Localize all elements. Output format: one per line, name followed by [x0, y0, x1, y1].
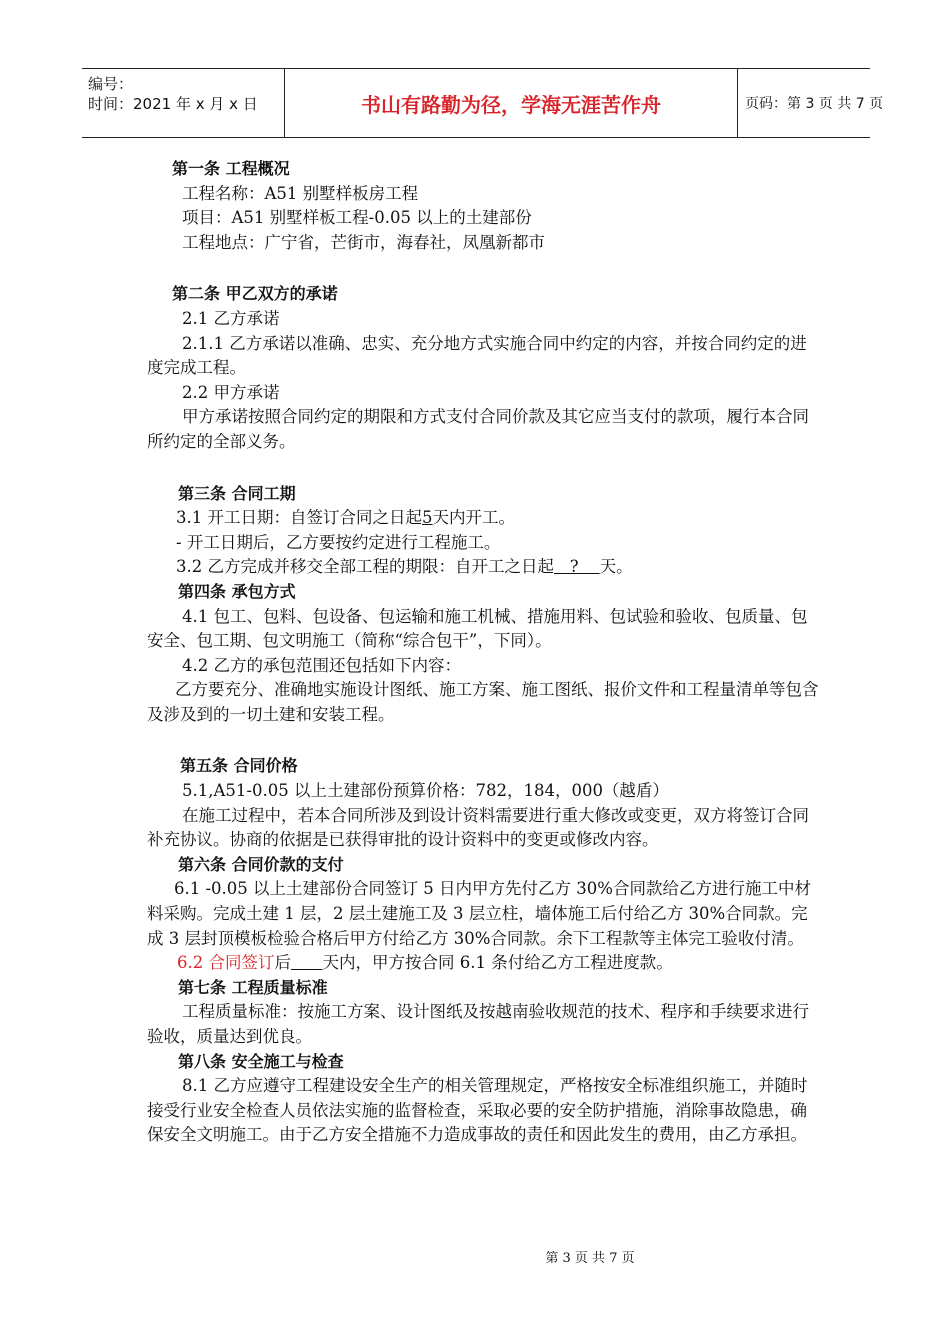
article-7-title: 第七条 工程质量标准 [178, 977, 328, 997]
article-5-line-1: 5.1,A51-0.05 以上土建部份预算价格：782，184，000（越盾） [182, 781, 669, 801]
header-page-label: 页码：第 3 页 共 7 页 [745, 96, 884, 112]
article-1-title: 第一条 工程概况 [172, 159, 290, 178]
article-1-line-3: 工程地点：广宁省，芒街市，海春社，凤凰新都市 [182, 232, 545, 252]
article-4-title: 第四条 承包方式 [178, 581, 296, 601]
number-label: 编号： [88, 75, 134, 93]
payment-days-blank [291, 953, 322, 972]
highlighted-clause: 6.2 合同签订 [177, 953, 275, 973]
article-2-line-2: 2.1.1 乙方承诺以准确、忠实、充分地方式实施合同中约定的内容，并按合同约定的进度完成工程。 [147, 333, 807, 378]
article-2-line-1: 2.1 乙方承诺 [182, 308, 280, 328]
article-3-line-1: 3.1 开工日期：自签订合同之日起5天内开工。 [176, 508, 515, 528]
completion-days-blank: ? [554, 557, 600, 577]
article-6-line-2: 6.2 合同签订后 天内，甲方按合同 6.1 条付给乙方工程进度款。 [177, 953, 673, 973]
article-8-line-1: 8.1 乙方应遵守工程建设安全生产的相关管理规定，严格按安全标准组织施工，并随时接受行业安全检查人员依法实施的监督检查，采取必要的安全防护措施，消除事故隐患，确保安全文明施工。由于乙方安全措施不力造成事故的责任和因此发生的费用，由乙方承担。 [147, 1076, 808, 1145]
article-1-line-1: 工程名称：A51 别墅样板房工程 [182, 183, 419, 203]
article-4-line-2: 4.2 乙方的承包范围还包括如下内容： [182, 655, 461, 675]
article-3-line-2: - 开工日期后，乙方要按约定进行工程施工。 [176, 532, 501, 552]
article-3-title: 第三条 合同工期 [178, 483, 296, 503]
article-5-title: 第五条 合同价格 [180, 756, 298, 776]
header-motto: 书山有路勤为径，学海无涯苦作舟 [284, 69, 738, 137]
article-2-title: 第二条 甲乙双方的承诺 [172, 284, 338, 304]
document-body [147, 157, 822, 1148]
article-4-line-1: 4.1 包工、包料、包设备、包运输和施工机械、措施用料、包试验和验收、包质量、包安全、包工期、包文明施工（简称“综合包干”，下同）。 [147, 606, 808, 651]
article-6-title: 第六条 合同价款的支付 [178, 854, 344, 874]
article-1-line-2: 项目：A51 别墅样板工程-0.05 以上的土建部份 [182, 208, 532, 228]
article-8-title: 第八条 安全施工与检查 [178, 1051, 344, 1071]
article-2-line-3: 2.2 甲方承诺 [182, 382, 280, 402]
page-footer: 第 3 页 共 7 页 [545, 1251, 635, 1266]
header-meta [82, 69, 284, 137]
article-6-line-1: 6.1 -0.05 以上土建部份合同签订 5 日内甲方先付乙方 30%合同款给乙方进行施工中材料采购。完成土建 1 层，2 层土建施工及 3 层立柱，墙体施工后付给乙方 30%合同款。完成 3 层封顶模板检验合格后甲方付给乙方 30%合同款。余下工程款等主体完工验收付清。 [147, 879, 811, 948]
article-3-line-3: 3.2 乙方完成并移交全部工程的期限：自开工之日起 ? 天。 [176, 557, 633, 577]
article-2-line-4: 甲方承诺按照合同约定的期限和方式支付合同价款及其它应当支付的款项，履行本合同所约定的全部义务。 [147, 407, 809, 451]
date-label: 时间：2021 年 x 月 x 日 [88, 95, 258, 113]
page-header [82, 68, 884, 138]
article-7-line-1: 工程质量标准：按施工方案、设计图纸及按越南验收规范的技术、程序和手续要求进行验收，质量达到优良。 [147, 1002, 809, 1046]
article-5-line-2: 在施工过程中，若本合同所涉及到设计资料需要进行重大修改或变更，双方将签订合同补充协议。协商的依据是已获得审批的设计资料中的变更或修改内容。 [147, 805, 809, 850]
start-days-value: 5 [422, 508, 433, 528]
article-4-line-3: 乙方要充分、准确地实施设计图纸、施工方案、施工图纸、报价文件和工程量清单等包含及涉及到的一切土建和安装工程。 [147, 680, 819, 724]
